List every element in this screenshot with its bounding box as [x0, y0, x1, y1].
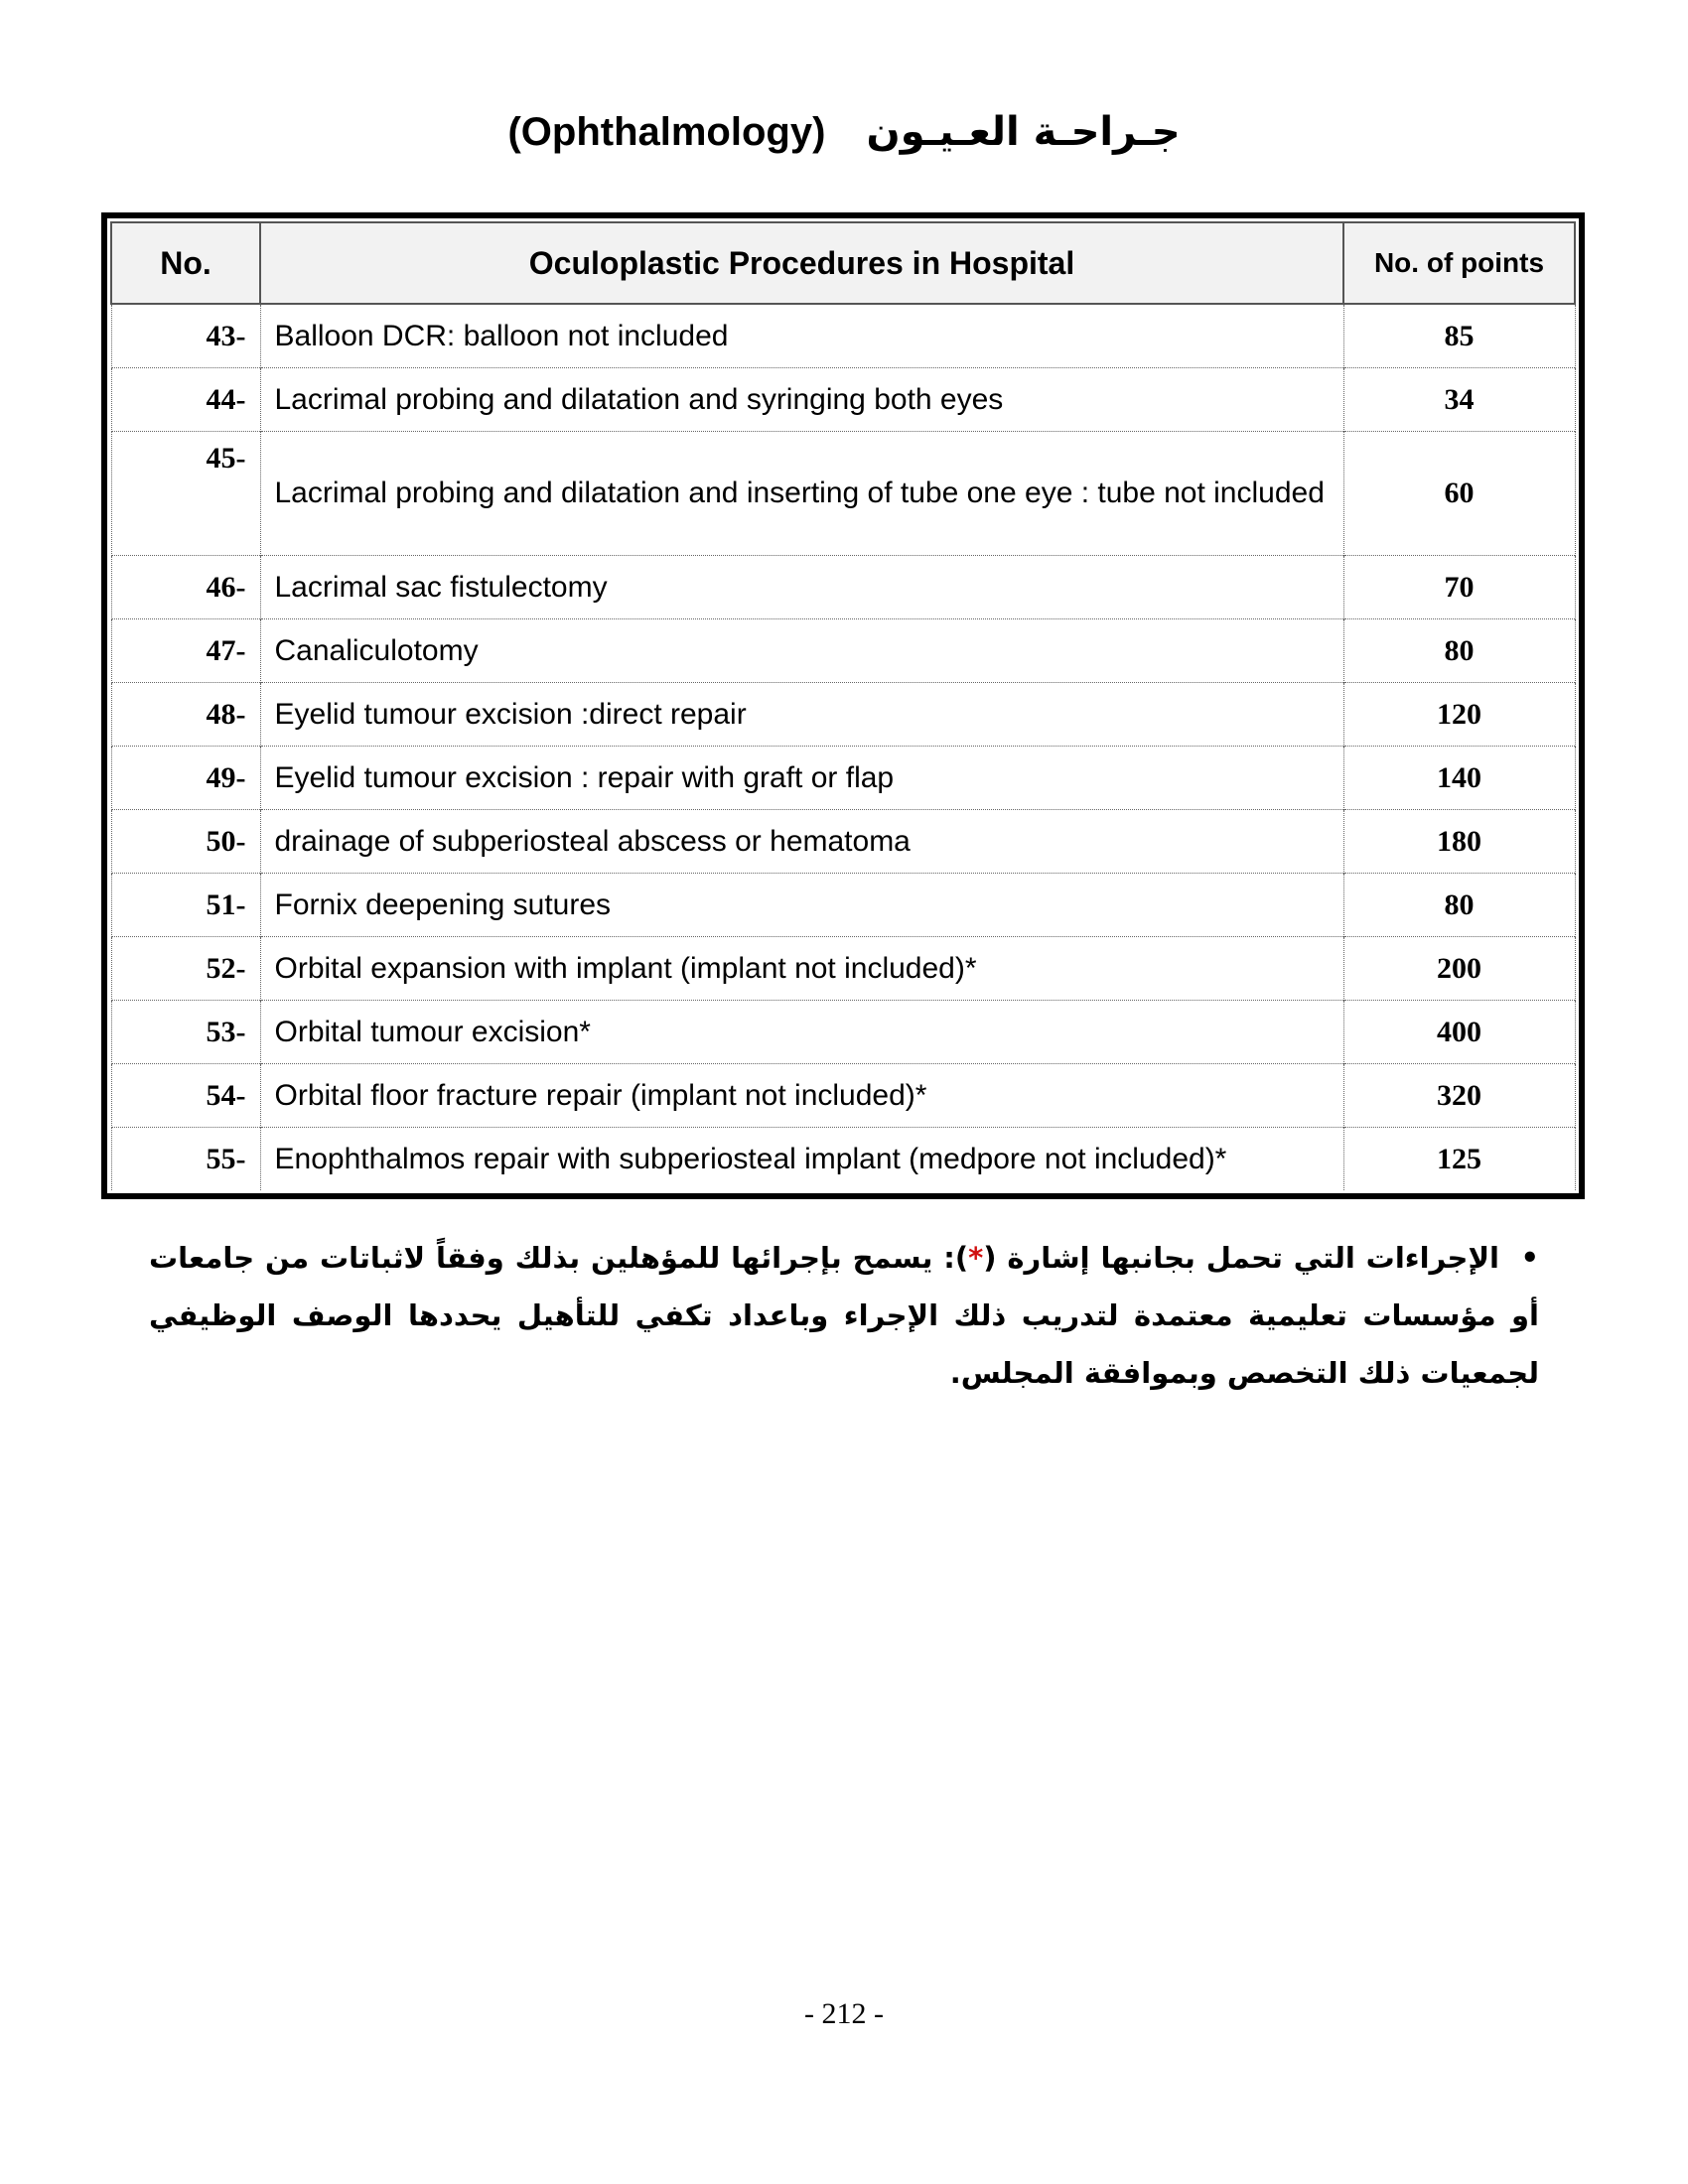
row-number: 45- [111, 432, 260, 556]
row-number: 44- [111, 368, 260, 432]
row-number: 49- [111, 747, 260, 810]
table-row [111, 747, 1575, 810]
row-number: 53- [111, 1001, 260, 1064]
row-number: 52- [111, 937, 260, 1001]
procedure-name: Lacrimal sac fistulectomy [260, 556, 1343, 619]
procedure-name: Canaliculotomy [260, 619, 1343, 683]
page-title [0, 109, 1688, 155]
procedure-name: Eyelid tumour excision : repair with graft or flap [260, 747, 1343, 810]
row-number: 51- [111, 874, 260, 937]
table-row [111, 874, 1575, 937]
row-number: 48- [111, 683, 260, 747]
column-header-procedure: Oculoplastic Procedures in Hospital [260, 222, 1343, 304]
procedure-name: Balloon DCR: balloon not included [260, 304, 1343, 368]
procedure-name: Lacrimal probing and dilatation and inserting of tube one eye : tube not included [260, 432, 1343, 556]
procedures-table-frame [101, 212, 1585, 1199]
column-header-points: No. of points [1343, 222, 1575, 304]
table-row [111, 556, 1575, 619]
table-row [111, 683, 1575, 747]
row-number: 54- [111, 1064, 260, 1128]
procedure-name: Enophthalmos repair with subperiosteal implant (medpore not included)* [260, 1128, 1343, 1191]
procedure-name: Orbital expansion with implant (implant not included)* [260, 937, 1343, 1001]
table-row [111, 368, 1575, 432]
procedure-name: Eyelid tumour excision :direct repair [260, 683, 1343, 747]
table-row [111, 1001, 1575, 1064]
column-header-no: No. [111, 222, 260, 304]
row-number: 47- [111, 619, 260, 683]
points-value: 80 [1343, 619, 1575, 683]
table-row [111, 432, 1575, 556]
table-row [111, 810, 1575, 874]
points-value: 140 [1343, 747, 1575, 810]
asterisk-marker: * [968, 1241, 984, 1275]
footnote-text-rest: ): يسمح بإجرائها للمؤهلين بذلك وفقاً لاثباتات من جامعات أو مؤسسات تعليمية معتمدة لتدريب ذلك الإجراء وباعداد تكفي للتأهيل يحددها الوصف الوظيفي لجمعيات ذلك التخصص وبموافقة المجلس. [149, 1241, 1539, 1390]
row-number: 55- [111, 1128, 260, 1191]
table-row [111, 937, 1575, 1001]
points-value: 85 [1343, 304, 1575, 368]
table-row [111, 1128, 1575, 1191]
row-number: 43- [111, 304, 260, 368]
page-title-english: (Ophthalmology) [507, 110, 826, 154]
procedure-name: drainage of subperiosteal abscess or hematoma [260, 810, 1343, 874]
table-row [111, 619, 1575, 683]
bullet-icon: • [1520, 1241, 1539, 1275]
points-value: 34 [1343, 368, 1575, 432]
table-row [111, 1064, 1575, 1128]
row-number: 50- [111, 810, 260, 874]
procedures-table [110, 221, 1576, 1190]
table-header-row [111, 222, 1575, 304]
page-title-arabic: جـراحـة العـيـون [866, 109, 1181, 155]
points-value: 60 [1343, 432, 1575, 556]
points-value: 180 [1343, 810, 1575, 874]
asterisk-footnote [149, 1229, 1539, 1402]
page-number: - 212 - [804, 1997, 884, 2030]
footnote-text-start: الإجراءات التي تحمل بجانبها إشارة ( [983, 1241, 1499, 1275]
procedure-name: Orbital floor fracture repair (implant not included)* [260, 1064, 1343, 1128]
points-value: 80 [1343, 874, 1575, 937]
points-value: 125 [1343, 1128, 1575, 1191]
procedure-name: Fornix deepening sutures [260, 874, 1343, 937]
points-value: 400 [1343, 1001, 1575, 1064]
procedure-name: Orbital tumour excision* [260, 1001, 1343, 1064]
row-number: 46- [111, 556, 260, 619]
points-value: 70 [1343, 556, 1575, 619]
points-value: 200 [1343, 937, 1575, 1001]
table-row [111, 304, 1575, 368]
points-value: 120 [1343, 683, 1575, 747]
procedure-name: Lacrimal probing and dilatation and syringing both eyes [260, 368, 1343, 432]
points-value: 320 [1343, 1064, 1575, 1128]
